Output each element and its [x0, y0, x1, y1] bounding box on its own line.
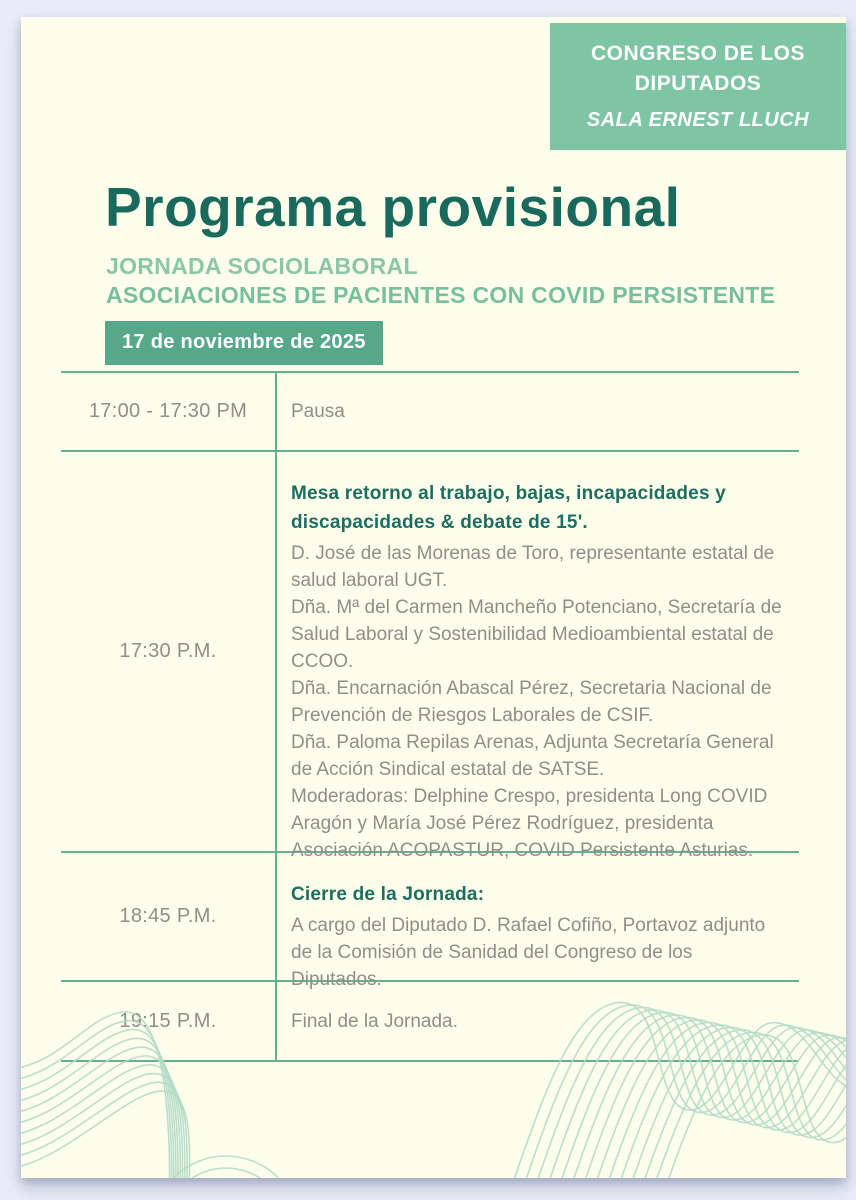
subtitle-topic: ASOCIACIONES DE PACIENTES CON COVID PERSISTENTE: [106, 282, 776, 308]
description-text: Final de la Jornada.: [291, 1010, 458, 1032]
speaker-entry: D. José de las Morenas de Toro, representante estatal de salud laboral UGT.: [291, 543, 775, 591]
table-row: [61, 373, 799, 452]
table-row: [61, 853, 799, 990]
moderators-entry: Moderadoras: Delphine Crespo, presidenta Long COVID Aragón y María José Pérez Rodríguez, presidenta Asociación ACOPASTUR, COVID Persistente Asturias.: [291, 786, 768, 861]
description-cell: [277, 373, 799, 450]
speaker-entry: Dña. Mª del Carmen Mancheño Potenciano, Secretaría de Salud Laboral y Sostenibilidad Medioambiental estatal de CCOO.: [291, 597, 782, 672]
page-title: Programa provisional: [105, 176, 681, 238]
date-badge: 17 de noviembre de 2025: [105, 321, 383, 365]
description-text: Pausa: [291, 401, 345, 422]
program-page: [21, 17, 846, 1178]
venue-organization: CONGRESO DE LOS DIPUTADOS: [590, 42, 806, 95]
speaker-entry: Dña. Paloma Repilas Arenas, Adjunta Secretaría General de Acción Sindical estatal de SATSE.: [291, 732, 774, 780]
time-cell: 17:00 - 17:30 PM: [61, 373, 277, 450]
speaker-entry: Dña. Encarnación Abascal Pérez, Secretaria Nacional de Prevención de Riesgos Laborales de CSIF.: [291, 678, 772, 726]
session-heading: Cierre de la Jornada:: [291, 884, 485, 905]
time-cell: 18:45 P.M.: [61, 853, 277, 980]
schedule-table: [61, 371, 799, 1062]
table-row: [61, 982, 799, 1060]
speaker-entry: A cargo del Diputado D. Rafael Cofiño, Portavoz adjunto de la Comisión de Sanidad del Congreso de los Diputados.: [291, 915, 766, 990]
table-row: [61, 452, 799, 861]
session-heading: Mesa retorno al trabajo, bajas, incapacidades y discapacidades & debate de 15'.: [291, 483, 726, 533]
venue-box: [550, 23, 846, 150]
venue-room: SALA ERNEST LLUCH: [586, 109, 810, 131]
time-cell: 19:15 P.M.: [61, 982, 277, 1060]
description-cell: [277, 982, 799, 1060]
time-cell: 17:30 P.M.: [61, 452, 277, 851]
subtitle-event: JORNADA SOCIOLABORAL: [106, 253, 418, 279]
description-cell: [277, 452, 799, 861]
subtitle-block: [106, 252, 775, 310]
description-cell: [277, 853, 799, 990]
